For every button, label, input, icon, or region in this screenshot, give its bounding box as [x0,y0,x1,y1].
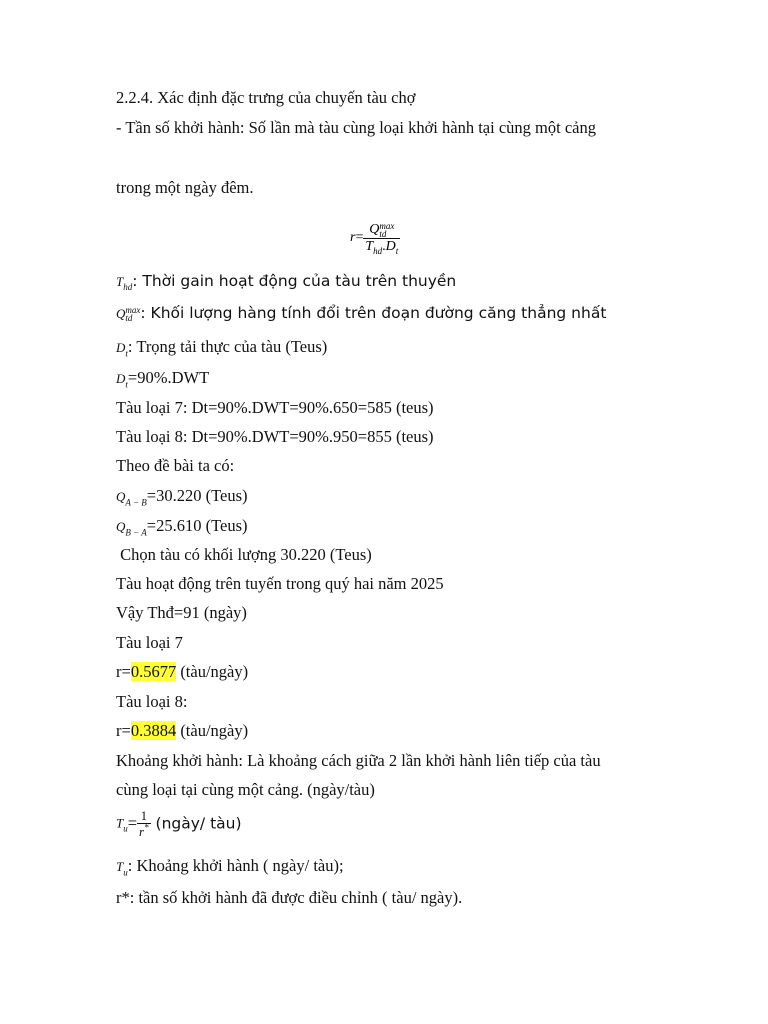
qba-text: =25.610 (Teus) [146,516,248,535]
operation-period: Tàu hoạt động trên tuyến trong quý hai năm 2025 [116,574,444,593]
thd-definition [116,272,457,293]
r7-unit: (tàu/ngày) [176,662,249,681]
qba-line [116,516,248,536]
r8-unit: (tàu/ngày) [176,721,249,740]
qtd-symbol: Q [116,306,126,321]
thd-subscript: hd [123,282,133,293]
r7-value-highlight: 0.5677 [130,662,177,681]
tu-formula-lhs: T [116,815,124,831]
tu-formula-fraction [137,808,151,839]
qab-line [116,486,248,506]
rstar-definition: r*: tần số khởi hành đã được điều chỉnh ( tàu/ ngày). [116,888,463,907]
interval-formula [116,808,242,839]
tu-symbol: T [116,859,124,874]
denominator-d: D [385,239,396,254]
qtd-definition [116,304,606,322]
qab-symbol: Q [116,489,126,504]
choose-ship: Chọn tàu có khối lượng 30.220 (Teus) [116,545,372,564]
formula-r-denominator [363,239,400,254]
ship7-label: Tàu loại 7 [116,633,183,652]
numerator-subscript: td [379,229,387,239]
tu-formula-unit: (ngày/ tàu) [150,814,242,833]
dt-text: : Trọng tải thực của tàu (Teus) [127,337,328,356]
qab-text: =30.220 (Teus) [146,486,248,505]
formula-r-numerator [363,222,400,239]
numerator-superscript: max [379,221,395,231]
frequency-definition-line-2: trong một ngày đêm. [116,178,254,197]
dt2-symbol: D [116,371,126,386]
thd-text: : Thời gain hoạt động của tàu trên thuyền [132,272,457,290]
ship7-frequency [116,662,248,682]
tu-formula-denominator [137,824,151,839]
formula-r-equals: = [355,230,364,245]
given-label: Theo đề bài ta có: [116,456,235,475]
r8-value-highlight: 0.3884 [130,721,177,740]
tu-denominator-r: r [139,824,145,839]
frequency-formula [350,222,400,254]
interval-definition-line-2: cùng loại tại cùng một cảng. (ngày/tàu) [116,780,375,799]
qtd-superscript: max [125,304,141,315]
r7-prefix: r= [116,662,131,681]
r8-prefix: r= [116,721,131,740]
operating-days: Vậy Thđ=91 (ngày) [116,603,247,622]
ship8-frequency [116,721,248,741]
tu-denominator-star: * [144,822,149,833]
denominator-dot: . [382,239,386,254]
dt-subscript: t [125,348,128,359]
dt-definition [116,337,327,357]
tu-subscript: u [123,867,128,878]
tu-formula-lhs-sub: u [123,823,128,834]
denominator-t-sub: hd [373,245,383,256]
formula-r-fraction [363,222,400,254]
dt2-subscript: t [125,379,128,390]
interval-definition-line-1: Khoảng khởi hành: Là khoảng cách giữa 2 lần khởi hành liên tiếp của tàu [116,751,601,770]
qba-subscript: B − A [125,527,147,538]
denominator-t: T [365,239,374,254]
qab-subscript: A − B [125,497,147,508]
tu-formula-numerator: 1 [137,808,151,824]
thd-symbol: T [116,274,124,289]
tu-formula-equals: = [127,813,138,833]
ship8-capacity: Tàu loại 8: Dt=90%.DWT=90%.950=855 (teus) [116,427,434,446]
frequency-definition-line-1: - Tần số khởi hành: Số lần mà tàu cùng loại khởi hành tại cùng một cảng [116,118,596,137]
dt-symbol: D [116,340,126,355]
formula-r-lhs: r [350,230,356,245]
dt-formula [116,368,209,388]
numerator-symbol: Q [369,222,380,238]
ship8-label: Tàu loại 8: [116,692,188,711]
tu-text: : Khoảng khởi hành ( ngày/ tàu); [127,856,344,875]
denominator-d-sub: t [395,245,399,256]
tu-definition [116,856,344,876]
ship7-capacity: Tàu loại 7: Dt=90%.DWT=90%.650=585 (teus) [116,398,434,417]
qtd-subscript: td [125,312,133,323]
qba-symbol: Q [116,519,126,534]
dt2-text: =90%.DWT [127,368,210,387]
qtd-text: : Khối lượng hàng tính đổi trên đoạn đường căng thẳng nhất [140,304,607,322]
section-heading: 2.2.4. Xác định đặc trưng của chuyến tàu chợ [116,88,416,107]
